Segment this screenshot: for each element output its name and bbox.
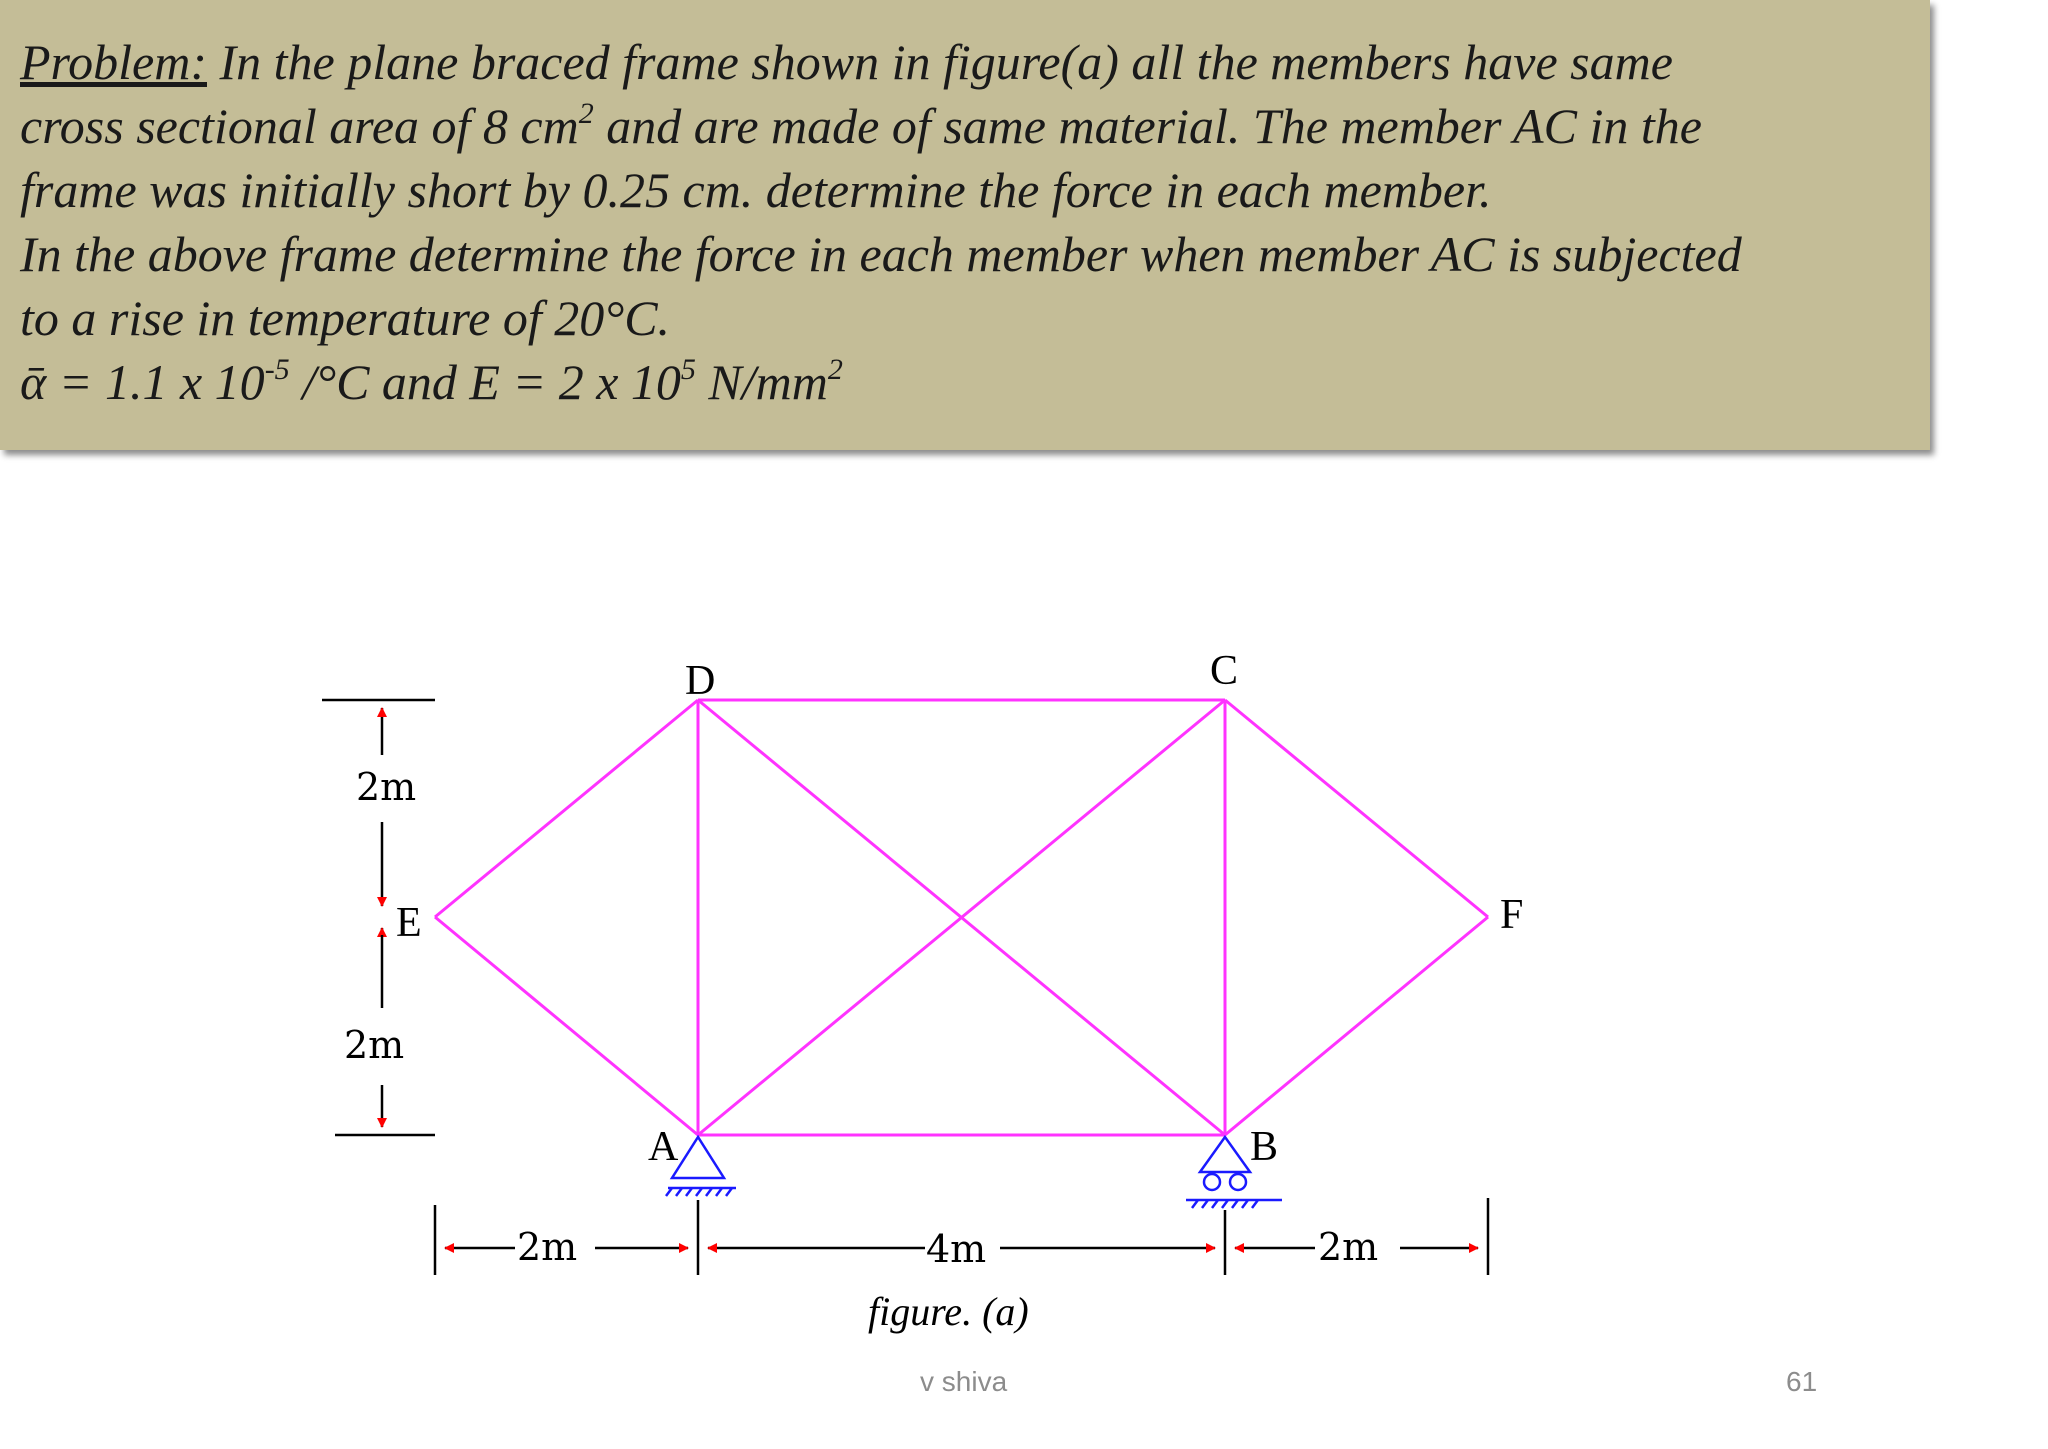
node-label-C: C <box>1210 648 1239 694</box>
problem-heading: Problem: <box>20 34 207 90</box>
truss-members <box>435 700 1488 1135</box>
member-BF <box>1225 917 1488 1135</box>
modulus-exponent: 5 <box>680 353 696 386</box>
figure-caption: figure. (a) <box>868 1289 1029 1334</box>
dim-label-left-2m: 2m <box>517 1225 578 1269</box>
superscript-2: 2 <box>578 97 594 130</box>
dim-label-top-2m: 2m <box>356 765 417 809</box>
units-exponent: 2 <box>827 353 843 386</box>
footer-page-number: 61 <box>1786 1366 1818 1397</box>
dim-label-right-2m: 2m <box>1318 1225 1379 1269</box>
dim-label-middle-4m: 4m <box>926 1227 987 1271</box>
alpha-value: ᾱ = 1.1 x 10 <box>20 354 265 410</box>
units-text: N/mm <box>695 354 828 410</box>
dim-label-bottom-2m: 2m <box>344 1023 405 1067</box>
node-label-A: A <box>648 1124 679 1170</box>
node-label-E: E <box>396 900 422 946</box>
node-label-D: D <box>685 658 716 704</box>
node-label-F: F <box>1500 892 1524 938</box>
problem-line-2-b: and are made of same material. The member AC in the <box>593 98 1702 154</box>
problem-line-2-a: cross sectional area of 8 cm <box>20 98 579 154</box>
node-label-B: B <box>1250 1124 1279 1170</box>
member-EA <box>435 917 698 1135</box>
alpha-exponent: -5 <box>264 353 290 386</box>
member-ED <box>435 700 698 917</box>
problem-line-5: to a rise in temperature of 20°C. <box>20 290 671 346</box>
footer-author: v shiva <box>920 1366 1008 1397</box>
problem-line-1-text: In the plane braced frame shown in figure(a) all the members have same <box>207 34 1673 90</box>
member-CF <box>1225 700 1488 917</box>
modulus-text: /°C and E = 2 x 10 <box>289 354 681 410</box>
problem-line-4: In the above frame determine the force in each member when member AC is subjected <box>20 226 1742 282</box>
problem-line-3: frame was initially short by 0.25 cm. determine the force in each member. <box>20 162 1492 218</box>
